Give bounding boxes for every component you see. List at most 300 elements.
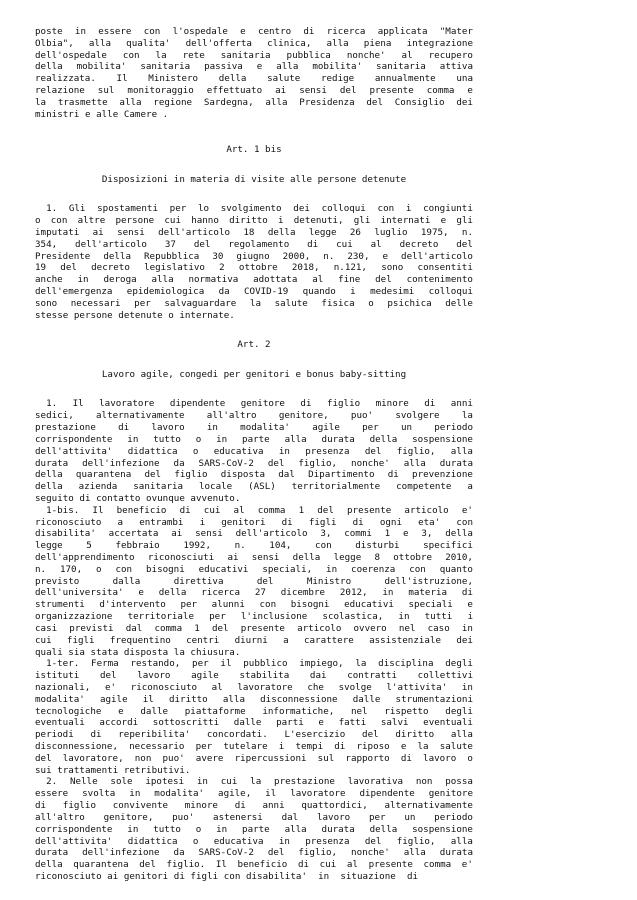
text-token: spostamenti	[97, 203, 158, 215]
text-token: sanitaria	[220, 49, 271, 61]
text-token: prevenzione	[412, 469, 473, 481]
text-token: quarantena	[75, 469, 132, 481]
text-token: e	[382, 250, 389, 262]
paragraph-line	[35, 788, 473, 800]
text-token: agile	[191, 670, 219, 682]
text-token: un	[404, 811, 416, 823]
text-token: periodo	[434, 811, 473, 823]
text-token: il	[265, 788, 277, 800]
text-token: contratti	[347, 670, 397, 682]
text-token: ai	[171, 528, 183, 540]
text-token: riconosciuti	[147, 552, 215, 564]
text-token: dai	[309, 670, 327, 682]
text-token: alla	[450, 729, 473, 741]
text-token: casi	[35, 622, 58, 634]
text-token: alla	[276, 61, 299, 73]
text-token: del	[193, 238, 211, 250]
text-token: in	[77, 274, 89, 286]
text-token: in	[398, 611, 410, 623]
text-token: di	[303, 26, 315, 37]
paragraph-line	[35, 469, 473, 481]
paragraph-line-last: seguito di contatto ovunque avvenuto.	[35, 492, 241, 504]
text-token: rete	[182, 49, 205, 61]
text-token: del	[139, 859, 156, 871]
text-token: attiva	[439, 61, 473, 73]
text-token: Dipartimento	[308, 469, 375, 481]
text-token: didattica	[127, 445, 178, 457]
text-token: agile,	[218, 788, 252, 800]
text-token: del	[339, 85, 357, 97]
text-token: quanto	[439, 563, 473, 575]
text-token: 26	[349, 226, 361, 238]
text-token: fine	[338, 274, 361, 286]
text-token: sospensione	[412, 823, 473, 835]
text-token: impiego,	[299, 658, 344, 670]
text-token: e'	[104, 681, 117, 693]
paragraph-mater-olbia-continuation	[35, 26, 475, 121]
text-token: presente	[240, 622, 285, 634]
text-token: ricerca	[201, 587, 240, 599]
text-token: specifici	[423, 540, 473, 552]
text-token: salute	[439, 741, 473, 753]
text-token: e'	[461, 504, 473, 516]
spacer-after-art1bis-number	[35, 156, 475, 174]
text-token: d'intervento	[99, 599, 166, 611]
text-token: dell'emergenza	[35, 286, 113, 297]
text-token: alla	[403, 847, 426, 859]
text-token: minore	[184, 800, 218, 812]
text-token: eta'	[418, 516, 441, 528]
text-token: periodi	[35, 729, 74, 741]
text-token: o	[368, 297, 374, 309]
paragraph-line	[35, 587, 473, 599]
text-token: 1975,	[420, 226, 449, 238]
text-token: ovvero	[353, 622, 387, 634]
paragraph-line	[35, 859, 473, 871]
text-token: dal	[281, 811, 299, 823]
text-token: 1992,	[183, 540, 211, 552]
text-token: assistenziale	[369, 634, 441, 646]
text-token: diritto	[229, 215, 268, 227]
text-token: ottobre	[393, 552, 432, 564]
text-token: dal	[278, 469, 295, 481]
text-token: puo'	[162, 752, 185, 764]
paragraph-line-last: quali sia stata disposta la chiusura.	[35, 646, 241, 658]
paragraph-line	[35, 458, 473, 470]
text-token: cui	[319, 859, 337, 871]
paragraph-line	[35, 298, 473, 310]
text-token: 1	[194, 622, 200, 634]
text-token: la	[355, 658, 367, 670]
text-token: in	[461, 622, 473, 634]
text-token: 1.	[35, 203, 58, 215]
heading-article-number-1-bis: Art. 1 bis	[226, 144, 282, 156]
text-token: reperibilita'	[118, 729, 191, 741]
spacer-after-art2-title	[35, 381, 475, 399]
text-token: al	[233, 504, 245, 516]
text-token: lavoratore	[237, 681, 293, 693]
text-token: di	[281, 516, 293, 528]
text-token: della	[35, 61, 63, 73]
text-token: lavoratore	[99, 398, 155, 410]
text-token: del	[211, 622, 229, 634]
paragraph-art1bis-comma-1	[35, 203, 475, 321]
text-token: all'altro	[206, 410, 257, 422]
text-token: sottoscritti	[152, 717, 220, 729]
paragraph-line	[35, 422, 473, 434]
text-token: della	[35, 859, 63, 871]
paragraph-line	[35, 706, 473, 718]
text-token: gli	[353, 215, 371, 227]
heading-article-title-1-bis: Disposizioni in materia di visite alle persone detenute	[101, 173, 407, 185]
text-token: realizzata.	[35, 73, 96, 85]
text-token: legge	[35, 540, 63, 552]
text-token: 2012,	[339, 587, 368, 599]
text-token: Presidenza	[299, 96, 355, 108]
text-token: puo'	[350, 410, 374, 422]
text-token: dell'attivita'	[35, 835, 113, 847]
paragraph-line	[35, 670, 473, 682]
paragraph-art2-comma-1-bis	[35, 505, 475, 659]
text-token: convivente	[112, 800, 169, 812]
text-token: nonche'	[346, 49, 386, 61]
text-token: e	[467, 85, 473, 97]
text-token: il	[142, 693, 154, 705]
text-token: lavoro	[137, 670, 171, 682]
paragraph-line	[35, 682, 473, 694]
text-token: qualita'	[126, 37, 171, 49]
text-token: cui	[164, 215, 181, 227]
text-token: alla	[450, 835, 473, 847]
text-token: che	[307, 681, 324, 693]
text-token: in	[382, 587, 394, 599]
text-token: redige	[320, 73, 355, 85]
text-token: materia	[408, 587, 448, 599]
text-token: quando	[302, 286, 336, 297]
text-token: pubblico	[243, 658, 288, 670]
text-token: ripercussioni	[234, 752, 307, 764]
text-token: essere	[35, 788, 69, 800]
spacer-after-art2-number	[35, 351, 475, 369]
text-token: prestazione	[274, 776, 335, 788]
text-token: prestazione	[35, 422, 96, 434]
paragraph-line	[35, 446, 473, 458]
paragraph-line	[35, 847, 473, 859]
text-token: beneficio	[116, 504, 167, 516]
text-token: fisica	[321, 297, 355, 309]
text-token: accertata	[108, 528, 159, 540]
text-token: e	[256, 61, 263, 73]
text-token: SARS-CoV-2	[198, 847, 254, 859]
text-token: e	[138, 587, 144, 599]
text-token: sensi	[195, 528, 223, 540]
text-token: luglio	[374, 226, 408, 238]
text-token: la	[417, 741, 429, 753]
text-token: del	[317, 504, 334, 516]
text-token: normativa	[188, 274, 239, 286]
text-token: al	[370, 238, 382, 250]
text-token: di	[461, 587, 473, 599]
text-token: dell'articolo	[235, 528, 308, 540]
text-token: organizzazione	[35, 611, 113, 623]
paragraph-line-last: riconosciuto ai genitori di figli con disabilita' in situazione di	[35, 870, 419, 882]
text-token: stabilita	[239, 670, 290, 682]
text-token: regione	[153, 96, 193, 108]
text-token: figlio,	[396, 445, 436, 457]
text-token: lavoro	[316, 811, 351, 823]
text-token: piena	[363, 37, 392, 49]
text-token: disconnessione,	[35, 741, 118, 753]
text-token: 2000,	[282, 250, 311, 262]
text-token: sul	[97, 85, 115, 97]
text-token: presente	[369, 85, 414, 97]
text-token: parti	[276, 717, 304, 729]
text-token: al	[312, 274, 324, 286]
text-token: L'esercizio	[284, 729, 346, 741]
text-token: per	[192, 658, 209, 670]
text-token: o	[467, 752, 473, 764]
text-token: collettivi	[417, 670, 473, 682]
text-token: con	[315, 540, 332, 552]
text-token: del	[144, 469, 162, 481]
text-token: di	[234, 800, 246, 812]
text-token: sospensione	[412, 433, 473, 445]
text-token: tempi	[295, 741, 324, 753]
paragraph-line	[35, 741, 473, 753]
text-token: previsto	[35, 575, 80, 587]
text-token: anche	[35, 274, 63, 286]
text-token: 8	[374, 552, 381, 564]
paragraph-line	[35, 38, 473, 50]
text-token: carattere	[303, 634, 354, 646]
text-token: quarantena	[73, 859, 129, 871]
text-token: 2018,	[291, 262, 320, 274]
text-token: detenuti,	[293, 215, 344, 227]
text-token: in	[129, 788, 141, 800]
text-token: gli	[456, 215, 473, 227]
text-token: eventuali	[423, 717, 473, 729]
text-token: parte	[242, 823, 270, 835]
text-token: 18	[243, 226, 255, 238]
text-token: nonche'	[351, 457, 390, 469]
text-token: azienda	[78, 481, 118, 493]
paragraph-line	[35, 564, 473, 576]
text-token: figli	[66, 634, 95, 646]
text-token: riconosciuto	[130, 681, 198, 693]
text-token: integrazione	[406, 37, 473, 49]
text-token: educativa	[213, 835, 264, 847]
text-token: con	[50, 215, 68, 227]
text-token: alternativamente	[96, 410, 185, 422]
text-token: della	[369, 433, 398, 445]
text-token: disabilita'	[35, 528, 96, 540]
text-token: articolo	[404, 504, 449, 516]
text-token: psichica	[387, 297, 432, 309]
text-token: cui	[35, 634, 52, 646]
text-token: alla	[265, 96, 288, 108]
text-token: dalle	[352, 693, 381, 705]
text-token: ogni	[379, 516, 402, 528]
text-token: epidemiologica	[126, 286, 205, 297]
text-token: della	[103, 250, 131, 262]
text-token: alla	[326, 37, 349, 49]
text-token: n.	[461, 226, 473, 238]
text-token: con	[259, 599, 277, 611]
text-token: mobilita'	[76, 61, 127, 73]
text-token: da	[173, 457, 185, 469]
text-token: i	[278, 215, 284, 227]
paragraph-line	[35, 215, 473, 227]
text-token: consentiti	[417, 262, 473, 274]
text-token: alla	[151, 274, 174, 286]
text-token: e	[403, 528, 409, 540]
spacer-after-art1bis-title	[35, 186, 475, 204]
text-token: relazione	[35, 85, 85, 97]
text-token: lo	[197, 203, 210, 215]
text-token: alternativamente	[384, 800, 473, 812]
text-token: figlio,	[298, 457, 338, 469]
text-token: strumentazioni	[395, 693, 473, 705]
text-token: il	[220, 658, 232, 670]
text-token: disposta	[220, 469, 266, 481]
text-token: figli	[308, 516, 337, 528]
text-token: dell'attivita'	[35, 445, 113, 457]
text-token: per	[180, 599, 198, 611]
text-token: al	[401, 49, 413, 61]
paragraph-line	[35, 398, 473, 410]
text-token: dalle	[233, 717, 262, 729]
text-token: 1	[384, 528, 391, 540]
text-token: dell'offerta	[185, 37, 252, 49]
text-token: svolgere	[395, 410, 440, 422]
paragraph-line	[35, 227, 473, 239]
text-token: informatiche,	[262, 705, 335, 717]
text-token: 1-ter.	[35, 658, 80, 670]
text-token: corrispondente	[35, 433, 113, 445]
text-token: con	[377, 203, 395, 215]
text-token: della	[369, 823, 398, 835]
text-token: genitore,	[278, 410, 329, 422]
text-token: con	[456, 516, 473, 528]
text-token: in	[461, 681, 473, 693]
text-token: previsti	[69, 622, 114, 634]
text-token: della	[158, 587, 187, 599]
text-token: di	[35, 800, 47, 812]
text-token: e'	[461, 859, 473, 871]
text-token: la	[461, 410, 473, 422]
text-token: all'altro	[35, 811, 85, 823]
text-token: i	[350, 286, 356, 297]
text-token: di	[300, 398, 312, 410]
text-token: territorialmente	[291, 481, 381, 493]
text-token: tutto	[153, 433, 181, 445]
text-token: figlio,	[298, 847, 338, 859]
text-token: adottata	[253, 274, 298, 286]
text-token: figlio.	[166, 859, 206, 871]
text-token: 104,	[269, 540, 292, 552]
text-token: dicembre	[280, 587, 326, 599]
text-token: riconosciuto	[35, 516, 102, 528]
text-token: lavoratore	[290, 788, 346, 800]
text-token: o	[195, 433, 202, 445]
text-token: l'attivita'	[386, 681, 448, 693]
text-token: ai	[92, 226, 104, 238]
text-token: dalla	[112, 575, 141, 587]
text-token: in	[74, 26, 86, 37]
text-token: 3,	[320, 528, 332, 540]
text-token: lavoro	[423, 752, 457, 764]
paragraph-line	[35, 717, 473, 729]
text-token: Il	[72, 398, 84, 410]
text-token: del	[256, 575, 274, 587]
text-token: figlio	[326, 398, 361, 410]
paragraph-line-last: ministri e alle Camere .	[35, 108, 169, 120]
paragraph-line	[35, 776, 473, 788]
text-token: 2.	[35, 776, 58, 788]
text-token: per	[195, 741, 213, 753]
text-token: con	[122, 49, 140, 61]
text-token: colloqui	[321, 203, 366, 215]
text-token: salvi	[380, 717, 409, 729]
text-token: 354,	[35, 238, 58, 250]
text-token: territoriale	[127, 611, 194, 623]
text-token: rispetto	[384, 705, 429, 717]
text-token: a	[467, 481, 473, 493]
text-token: bisogni	[146, 563, 185, 575]
text-token: entrambi	[139, 516, 184, 528]
paragraph-line	[35, 517, 473, 529]
text-token: annualmente	[374, 73, 436, 85]
text-token: giugno	[236, 250, 270, 262]
text-token: Sardegna,	[203, 96, 254, 108]
text-token: nel	[398, 622, 416, 634]
paragraph-line	[35, 576, 473, 588]
paragraph-line-last: stesse persone detenute o internate.	[35, 309, 235, 321]
paragraph-line	[35, 800, 473, 812]
text-token: svolge	[338, 681, 372, 693]
text-token: parte	[242, 433, 270, 445]
text-token: COVID-19	[244, 286, 289, 297]
paragraph-line	[35, 528, 473, 540]
text-token: salvaguardare	[164, 297, 237, 309]
heading-article-number-2: Art. 2	[237, 339, 271, 351]
text-token: sedici,	[35, 410, 74, 422]
text-token: dell'infezione	[82, 457, 160, 469]
text-token: e	[467, 599, 473, 611]
text-token: Il	[92, 504, 104, 516]
paragraph-line	[35, 97, 473, 109]
text-token: dal	[125, 622, 143, 634]
text-token: presente	[368, 859, 413, 871]
text-token: commi	[344, 528, 372, 540]
text-token: necessario	[129, 741, 185, 753]
text-token: di	[352, 516, 364, 528]
text-token: 2010,	[445, 552, 473, 564]
text-token: rapporto	[345, 752, 390, 764]
text-token: in	[278, 445, 290, 457]
text-token: trasmette	[57, 96, 108, 108]
text-token: presente	[347, 504, 392, 516]
text-token: tutti	[424, 611, 453, 623]
text-token: restando,	[130, 658, 181, 670]
paragraph-line	[35, 623, 473, 635]
text-token: durata	[439, 457, 473, 469]
text-token: anni	[450, 398, 473, 410]
text-token: modalita'	[154, 788, 205, 800]
text-token: l'inclusione	[240, 611, 308, 623]
text-token: comma	[154, 622, 183, 634]
text-token: modalita'	[35, 693, 85, 705]
